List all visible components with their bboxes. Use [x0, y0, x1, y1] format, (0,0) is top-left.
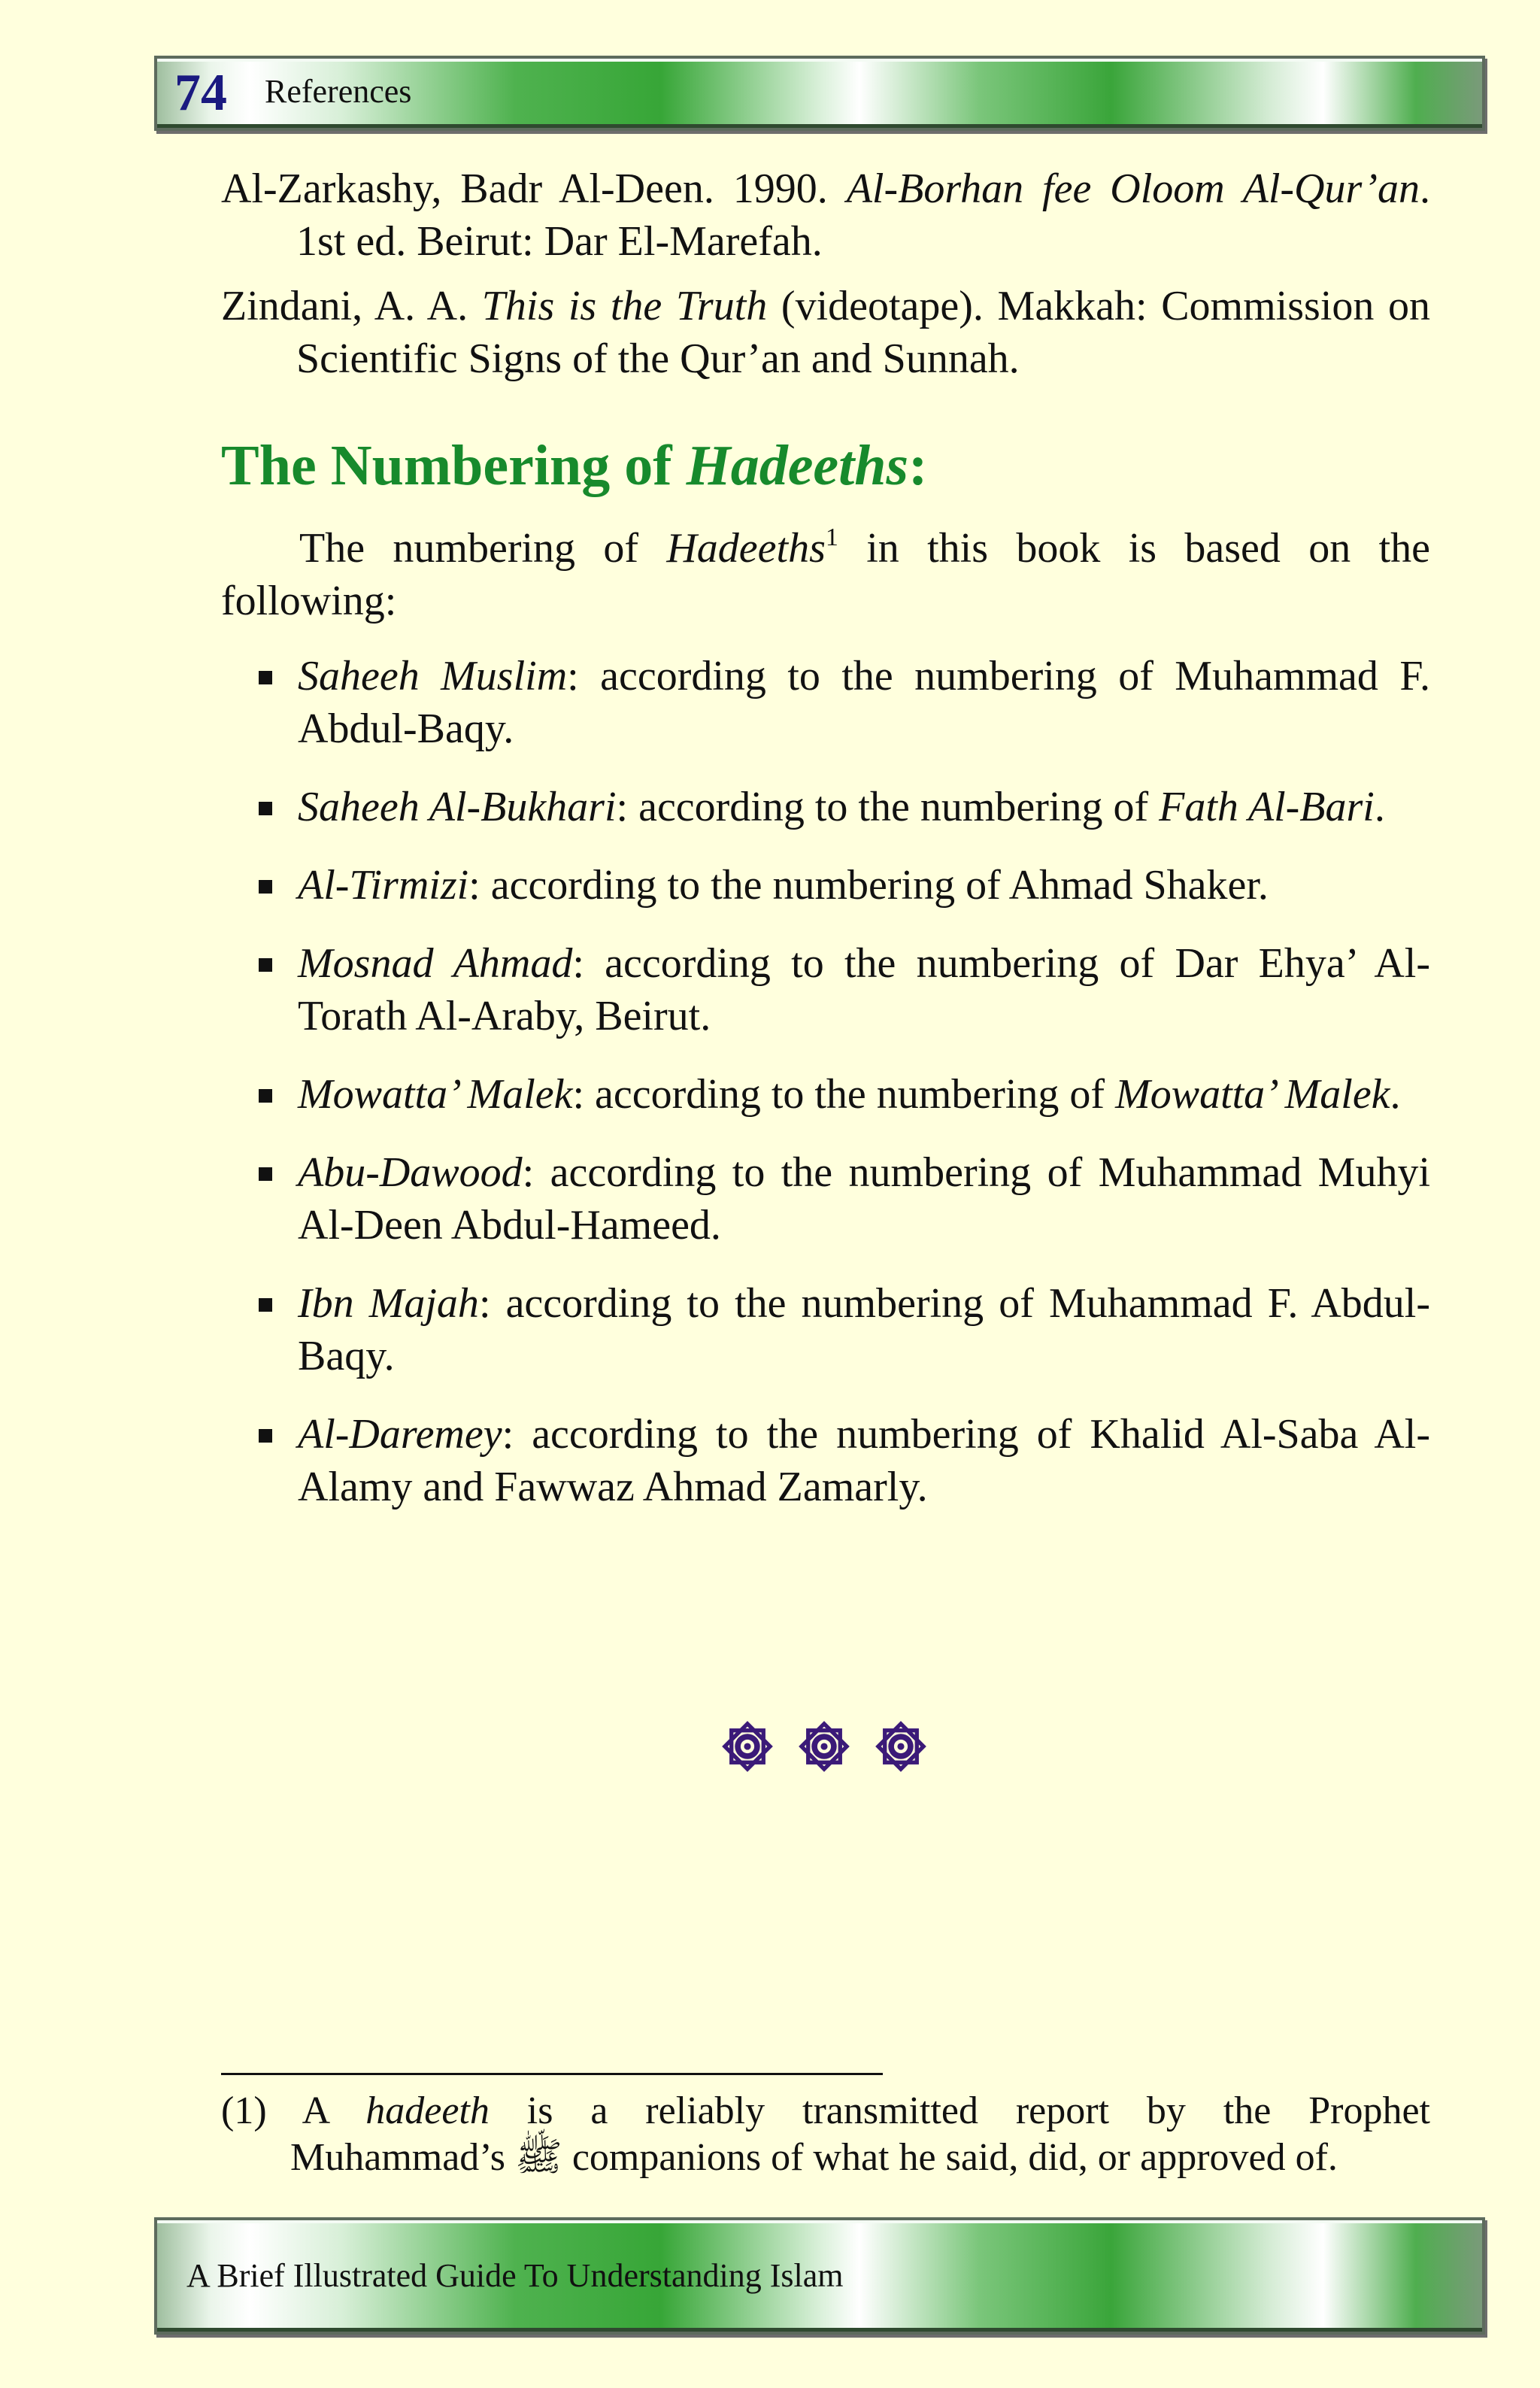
- collection-name: Mosnad Ahmad: [298, 940, 573, 987]
- collection-source: Fath Al-Bari: [1159, 784, 1375, 830]
- page-body: [221, 162, 1430, 1539]
- list-item: [221, 650, 1430, 755]
- reference-author: Al-Zarkashy, Badr Al-Deen. 1990.: [221, 165, 847, 212]
- collection-desc: : according to the numbering of: [572, 1071, 1116, 1118]
- list-item: [221, 937, 1430, 1042]
- square-bullet-icon: [259, 802, 272, 815]
- footnote-marker: (1) A: [221, 2089, 366, 2132]
- heading-text: The Numbering of: [221, 434, 687, 497]
- intro-italic: Hadeeths: [666, 525, 826, 572]
- collection-name: Saheeh Muslim: [298, 653, 568, 699]
- reference-entry: [221, 162, 1430, 268]
- heading-italic: Hadeeths: [686, 434, 909, 497]
- collection-name: Al-Daremey: [298, 1411, 502, 1458]
- collection-desc: : according to the numbering of Muhammad F. Abdul-Baqy.: [298, 1280, 1430, 1379]
- list-item: [221, 1408, 1430, 1513]
- collection-name: Al-Tirmizi: [298, 862, 469, 909]
- reference-publisher: . 1st ed. Beirut: Dar El-Marefah.: [296, 165, 1430, 265]
- hadeeth-collection-list: [221, 650, 1430, 1513]
- footnote-line: [221, 2088, 1430, 2135]
- footnote-term: hadeeth: [365, 2089, 490, 2132]
- collection-source: Mowatta’ Malek: [1115, 1071, 1390, 1118]
- running-head: References: [265, 73, 412, 110]
- footnote-text: Muhammad’s: [290, 2136, 515, 2179]
- intro-text: The numbering of: [299, 525, 667, 572]
- intro-paragraph: [221, 522, 1430, 627]
- footnote-line: [221, 2135, 1430, 2181]
- reference-title: This is the Truth: [481, 283, 768, 329]
- reference-entry: [221, 280, 1430, 385]
- section-heading: [221, 432, 1430, 499]
- star-rosette-icon: [872, 1718, 929, 1775]
- collection-desc-end: .: [1374, 784, 1385, 830]
- list-item: [221, 1146, 1430, 1252]
- section-divider-ornaments: [719, 1718, 929, 1778]
- footnote: [221, 2088, 1430, 2181]
- list-item: [221, 781, 1430, 833]
- footnote-text: is a reliably transmitted report by the Prophet: [489, 2089, 1431, 2132]
- collection-desc-end: .: [1390, 1071, 1401, 1118]
- footnote-rule: [221, 2073, 883, 2075]
- star-rosette-icon: [796, 1718, 853, 1775]
- square-bullet-icon: [259, 880, 272, 894]
- square-bullet-icon: [259, 1167, 272, 1181]
- collection-desc: : according to the numbering of Ahmad Shaker.: [468, 862, 1269, 909]
- list-item: [221, 1068, 1430, 1121]
- square-bullet-icon: [259, 958, 272, 972]
- collection-name: Saheeh Al-Bukhari: [298, 784, 617, 830]
- collection-desc: : according to the numbering of Muhammad F. Abdul-Baqy.: [298, 653, 1430, 752]
- honorific-glyph: ﷺ: [514, 2136, 562, 2179]
- list-item: [221, 1277, 1430, 1382]
- heading-colon: :: [908, 434, 928, 497]
- reference-publisher: (videotape). Makkah: Commission on Scientific Signs of the Qur’an and Sunnah.: [296, 283, 1430, 382]
- intro-text: in this book is based on the following:: [221, 525, 1430, 624]
- square-bullet-icon: [259, 1089, 272, 1103]
- collection-desc: : according to the numbering of Dar Ehya’ Al-Torath Al-Araby, Beirut.: [298, 940, 1431, 1039]
- square-bullet-icon: [259, 1429, 272, 1443]
- list-item: [221, 859, 1430, 912]
- collection-name: Ibn Majah: [298, 1280, 479, 1327]
- collection-desc: : according to the numbering of Khalid Al-Saba Al-Alamy and Fawwaz Ahmad Zamarly.: [298, 1411, 1430, 1510]
- reference-author: Zindani, A. A.: [221, 283, 482, 329]
- star-rosette-icon: [719, 1718, 776, 1775]
- footnote-ref[interactable]: 1: [825, 523, 838, 551]
- collection-desc: : according to the numbering of Muhammad Muhyi Al-Deen Abdul-Hameed.: [298, 1149, 1430, 1249]
- page-number: 74: [174, 64, 227, 122]
- square-bullet-icon: [259, 1298, 272, 1312]
- reference-title: Al-Borhan fee Oloom Al-Qur’an: [846, 165, 1420, 212]
- collection-name: Mowatta’ Malek: [298, 1071, 573, 1118]
- collection-name: Abu-Dawood: [298, 1149, 523, 1196]
- book-title: A Brief Illustrated Guide To Understanding Islam: [186, 2257, 844, 2294]
- footnote-text: companions of what he said, did, or approved of.: [562, 2136, 1338, 2179]
- collection-desc: : according to the numbering of: [616, 784, 1160, 830]
- square-bullet-icon: [259, 671, 272, 684]
